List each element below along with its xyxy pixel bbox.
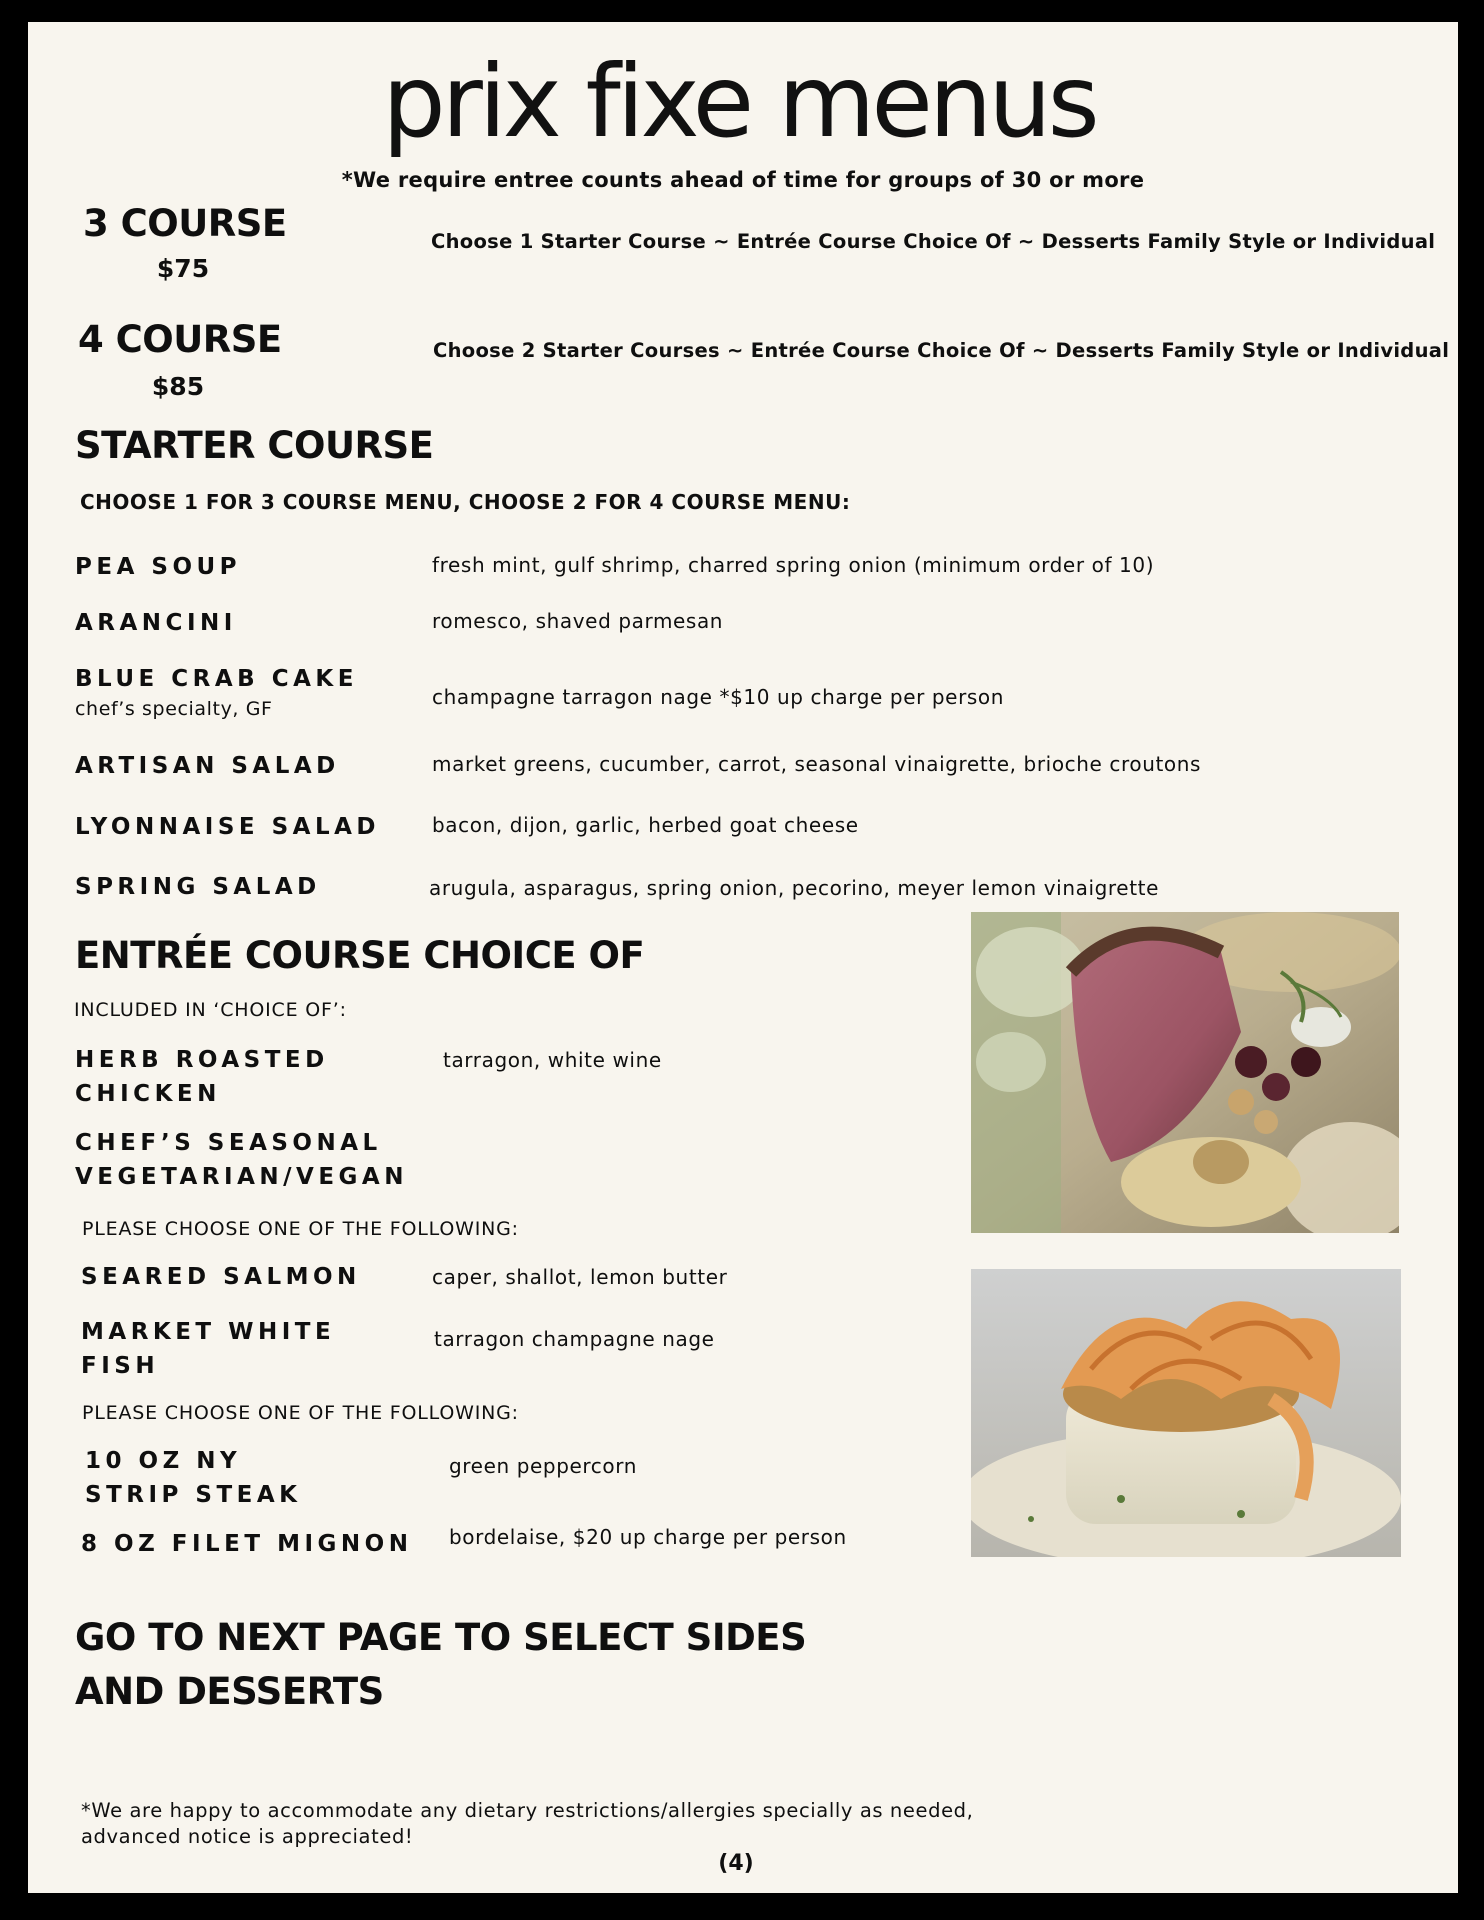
entree-item-name: 8 OZ FILET MIGNON [81, 1531, 413, 1557]
entree-heading: ENTRÉE COURSE CHOICE OF [75, 934, 645, 977]
page-number: (4) [718, 1851, 754, 1876]
entree-item-description: green peppercorn [449, 1454, 637, 1478]
starter-item-name: LYONNAISE SALAD [75, 814, 381, 840]
starter-item-name: SPRING SALAD [75, 874, 321, 900]
entree-item-description: tarragon champagne nage [434, 1327, 715, 1351]
group-count-note: *We require entree counts ahead of time for groups of 30 or more [341, 168, 1145, 192]
course-4-description: Choose 2 Starter Courses ~ Entrée Course Choice Of ~ Desserts Family Style or Individual [433, 339, 1450, 362]
page-title: prix fixe menus [382, 43, 1096, 160]
entree-item-description: tarragon, white wine [443, 1048, 662, 1072]
crab-cake-photo [971, 1269, 1401, 1557]
starter-instruction: CHOOSE 1 FOR 3 COURSE MENU, CHOOSE 2 FOR 4 COURSE MENU: [80, 490, 851, 514]
entree-item-description: bordelaise, $20 up charge per person [449, 1525, 847, 1549]
starter-item-name: PEA SOUP [75, 554, 242, 580]
starter-item-name: ARANCINI [75, 610, 237, 636]
starter-item-description: romesco, shaved parmesan [432, 609, 724, 633]
entree-item-name: SEARED SALMON [81, 1264, 361, 1290]
menu-page [28, 22, 1458, 1893]
next-page-heading: GO TO NEXT PAGE TO SELECT SIDES AND DESSERTS [75, 1616, 807, 1713]
course-3-description: Choose 1 Starter Course ~ Entrée Course Choice Of ~ Desserts Family Style or Individual [431, 230, 1436, 253]
starter-item-description: champagne tarragon nage *$10 up charge per person [432, 685, 1005, 709]
duck-breast-photo [971, 912, 1399, 1233]
starter-item-description: arugula, asparagus, spring onion, pecorino, meyer lemon vinaigrette [429, 876, 1159, 900]
course-4-price: $85 [151, 372, 205, 401]
entree-item-description: caper, shallot, lemon butter [432, 1265, 728, 1289]
starter-item-name: ARTISAN SALAD [75, 753, 340, 779]
entree-item-name: HERB ROASTED CHICKEN [75, 1047, 329, 1107]
entree-included-label: INCLUDED IN ‘CHOICE OF’: [74, 999, 347, 1021]
course-3-name: 3 COURSE [83, 202, 287, 245]
starter-item-description: bacon, dijon, garlic, herbed goat cheese [432, 813, 859, 837]
starter-item-description: fresh mint, gulf shrimp, charred spring onion (minimum order of 10) [432, 553, 1155, 577]
entree-item-name: MARKET WHITE FISH [81, 1319, 336, 1379]
course-3-price: $75 [156, 254, 210, 283]
starter-heading: STARTER COURSE [75, 424, 434, 467]
entree-item-name: 10 OZ NY STRIP STEAK [85, 1448, 302, 1508]
entree-choose-label: PLEASE CHOOSE ONE OF THE FOLLOWING: [82, 1218, 519, 1240]
starter-item-note: chef’s specialty, GF [75, 698, 273, 720]
starter-item-name: BLUE CRAB CAKE [75, 666, 358, 692]
course-4-name: 4 COURSE [78, 318, 282, 361]
dietary-note: *We are happy to accommodate any dietary restrictions/allergies specially as needed, advanced notice is appreciated! [81, 1799, 974, 1848]
starter-item-description: market greens, cucumber, carrot, seasonal vinaigrette, brioche croutons [432, 752, 1202, 776]
entree-item-name: CHEF’S SEASONAL VEGETARIAN/VEGAN [75, 1130, 408, 1190]
entree-choose-label: PLEASE CHOOSE ONE OF THE FOLLOWING: [82, 1402, 519, 1424]
